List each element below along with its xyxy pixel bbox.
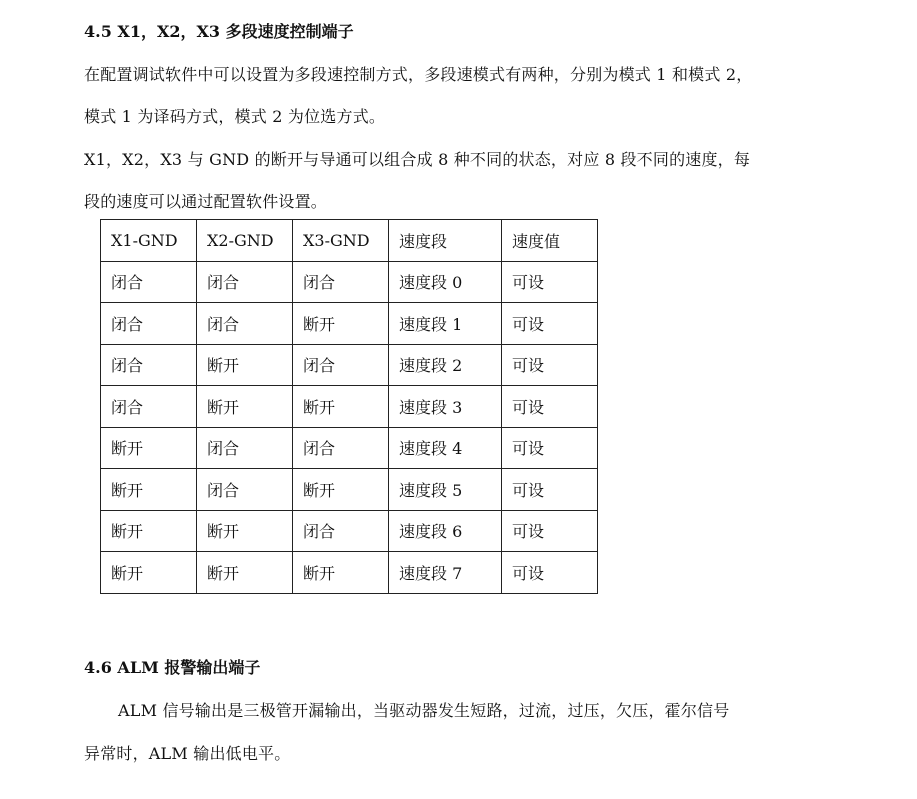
table-cell: 断开 [197, 552, 293, 594]
table-cell: 速度段 6 [389, 510, 502, 552]
table-header-cell: 速度段 [389, 220, 502, 262]
table-cell: 闭合 [197, 261, 293, 303]
table-row [101, 344, 598, 386]
table-cell: 可设 [502, 386, 598, 428]
table-cell: 速度段 7 [389, 552, 502, 594]
table-row [101, 469, 598, 511]
table-cell: 闭合 [101, 303, 197, 345]
table-cell: 断开 [293, 469, 389, 511]
table-cell: 断开 [101, 552, 197, 594]
table-cell: 可设 [502, 303, 598, 345]
table-cell: 可设 [502, 552, 598, 594]
table-row [101, 386, 598, 428]
table-row [101, 510, 598, 552]
table-cell: 断开 [197, 510, 293, 552]
paragraph-line: ALM 信号输出是三极管开漏输出，当驱动器发生短路，过流，过压，欠压，霍尔信号 [118, 701, 730, 720]
table-cell: 速度段 4 [389, 427, 502, 469]
table-cell: 断开 [293, 303, 389, 345]
table-row [101, 261, 598, 303]
table-cell: 闭合 [293, 510, 389, 552]
table-cell: 可设 [502, 469, 598, 511]
table-cell: 闭合 [293, 261, 389, 303]
speed-segment-table [100, 219, 598, 594]
table-header-cell: X2-GND [197, 220, 293, 262]
table-cell: 速度段 1 [389, 303, 502, 345]
table-row [101, 552, 598, 594]
table-cell: 速度段 5 [389, 469, 502, 511]
paragraph-line: 在配置调试软件中可以设置为多段速控制方式，多段速模式有两种，分别为模式 1 和模式 2， [84, 65, 753, 84]
table-cell: 断开 [197, 344, 293, 386]
table-row [101, 427, 598, 469]
table-cell: 断开 [197, 386, 293, 428]
paragraph-line: 段的速度可以通过配置软件设置。 [84, 192, 328, 211]
paragraph-line: 模式 1 为译码方式，模式 2 为位选方式。 [84, 107, 386, 126]
table-cell: 断开 [101, 469, 197, 511]
table-cell: 闭合 [197, 303, 293, 345]
section-heading-alm-output: 4.6 ALM 报警输出端子 [84, 658, 261, 677]
table-cell: 闭合 [197, 469, 293, 511]
table-header-cell: X1-GND [101, 220, 197, 262]
table-cell: 可设 [502, 344, 598, 386]
table-cell: 可设 [502, 261, 598, 303]
table-cell: 闭合 [197, 427, 293, 469]
table-header-row [101, 220, 598, 262]
table-row [101, 303, 598, 345]
table-cell: 速度段 3 [389, 386, 502, 428]
table-cell: 断开 [293, 386, 389, 428]
table-cell: 断开 [101, 427, 197, 469]
table-cell: 闭合 [293, 427, 389, 469]
table-cell: 可设 [502, 510, 598, 552]
paragraph-line: 异常时，ALM 输出低电平。 [84, 744, 291, 763]
table-cell: 可设 [502, 427, 598, 469]
table-cell: 断开 [101, 510, 197, 552]
table-header-cell: 速度值 [502, 220, 598, 262]
table-cell: 断开 [293, 552, 389, 594]
section-heading-multi-speed: 4.5 X1，X2，X3 多段速度控制端子 [84, 22, 354, 41]
table-cell: 闭合 [101, 261, 197, 303]
table-header-cell: X3-GND [293, 220, 389, 262]
table-cell: 闭合 [101, 386, 197, 428]
table-cell: 闭合 [101, 344, 197, 386]
table-cell: 闭合 [293, 344, 389, 386]
paragraph-line: X1，X2，X3 与 GND 的断开与导通可以组合成 8 种不同的状态，对应 8 段不同的速度，每 [84, 150, 751, 169]
table-cell: 速度段 2 [389, 344, 502, 386]
table-cell: 速度段 0 [389, 261, 502, 303]
